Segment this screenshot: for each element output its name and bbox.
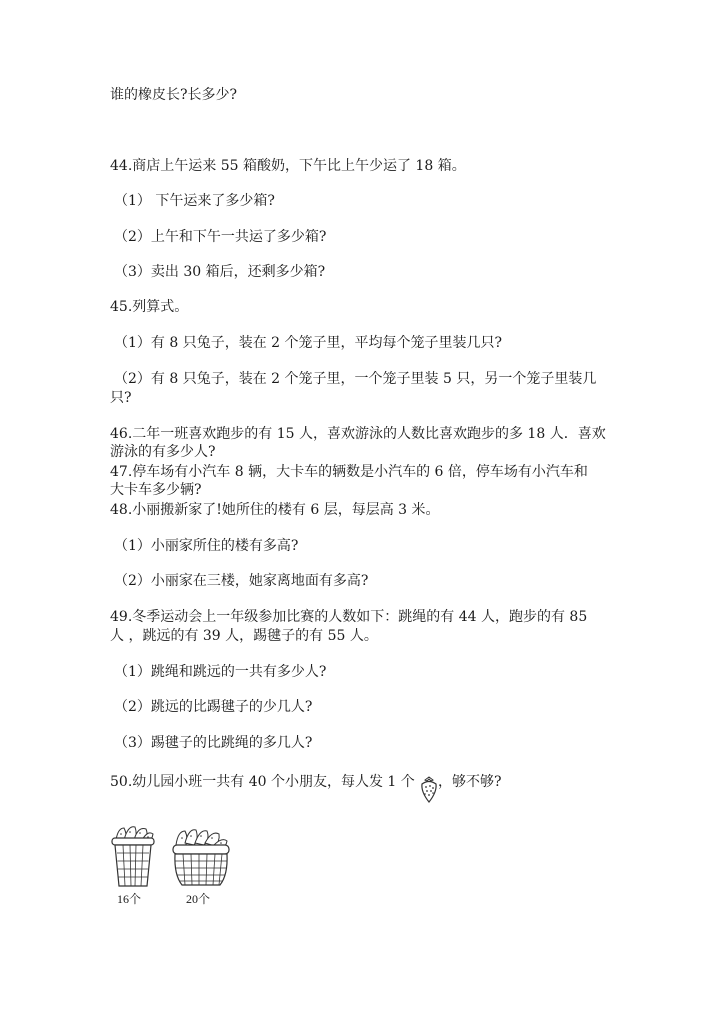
- question-50-text-end: ，够不够?: [438, 774, 502, 790]
- question-44-part-1: （1） 下午运来了多少箱?: [114, 193, 275, 209]
- question-48-part-1: （1）小丽家所住的楼有多高?: [114, 538, 299, 554]
- question-46: 46.二年一班喜欢跑步的有 15 人，喜欢游泳的人数比喜欢跑步的多 18 人．喜欢: [110, 426, 606, 442]
- question-49-part-2: （2）跳远的比踢毽子的少几人?: [114, 699, 313, 715]
- basket-1-caption: 16个: [117, 892, 142, 906]
- question-line: 谁的橡皮长?长多少?: [110, 87, 238, 103]
- strawberry-icon: [419, 776, 439, 804]
- basket-2-caption: 20个: [186, 892, 211, 906]
- question-47-cont: 大卡车多少辆?: [110, 482, 202, 498]
- question-49-part-1: （1）跳绳和跳远的一共有多少人?: [114, 664, 327, 680]
- question-44: 44.商店上午运来 55 箱酸奶，下午比上午少运了 18 箱。: [110, 158, 466, 174]
- question-49-part-3: （3）踢毽子的比跳绳的多几人?: [114, 735, 313, 751]
- question-48: 48.小丽搬新家了!她所住的楼有 6 层，每层高 3 米。: [110, 502, 440, 518]
- question-45-part-2: （2）有 8 只兔子，装在 2 个笼子里，一个笼子里装 5 只，另一个笼子里装几: [114, 371, 597, 387]
- question-49-cont: 人 ，跳远的有 39 人，踢毽子的有 55 人。: [110, 628, 378, 644]
- question-46-cont: 游泳的有多少人?: [110, 444, 216, 460]
- question-49: 49.冬季运动会上一年级参加比赛的人数如下：跳绳的有 44 人，跑步的有 85: [110, 609, 588, 625]
- question-45-part-2-cont: 只?: [110, 390, 132, 406]
- question-48-part-2: （2）小丽家在三楼，她家离地面有多高?: [114, 573, 369, 589]
- question-44-part-3: （3）卖出 30 箱后，还剩多少箱?: [114, 264, 326, 280]
- question-45-part-1: （1）有 8 只兔子，装在 2 个笼子里，平均每个笼子里装几只?: [114, 335, 503, 351]
- strawberry-basket-20-icon: [170, 825, 232, 891]
- question-47: 47.停车场有小汽车 8 辆，大卡车的辆数是小汽车的 6 倍，停车场有小汽车和: [110, 464, 588, 480]
- strawberry-basket-16-icon: [108, 820, 158, 892]
- question-44-part-2: （2）上午和下午一共运了多少箱?: [114, 229, 327, 245]
- question-50-text: 50.幼儿园小班一共有 40 个小朋友，每人发 1 个: [110, 774, 415, 790]
- question-45: 45.列算式。: [110, 299, 189, 315]
